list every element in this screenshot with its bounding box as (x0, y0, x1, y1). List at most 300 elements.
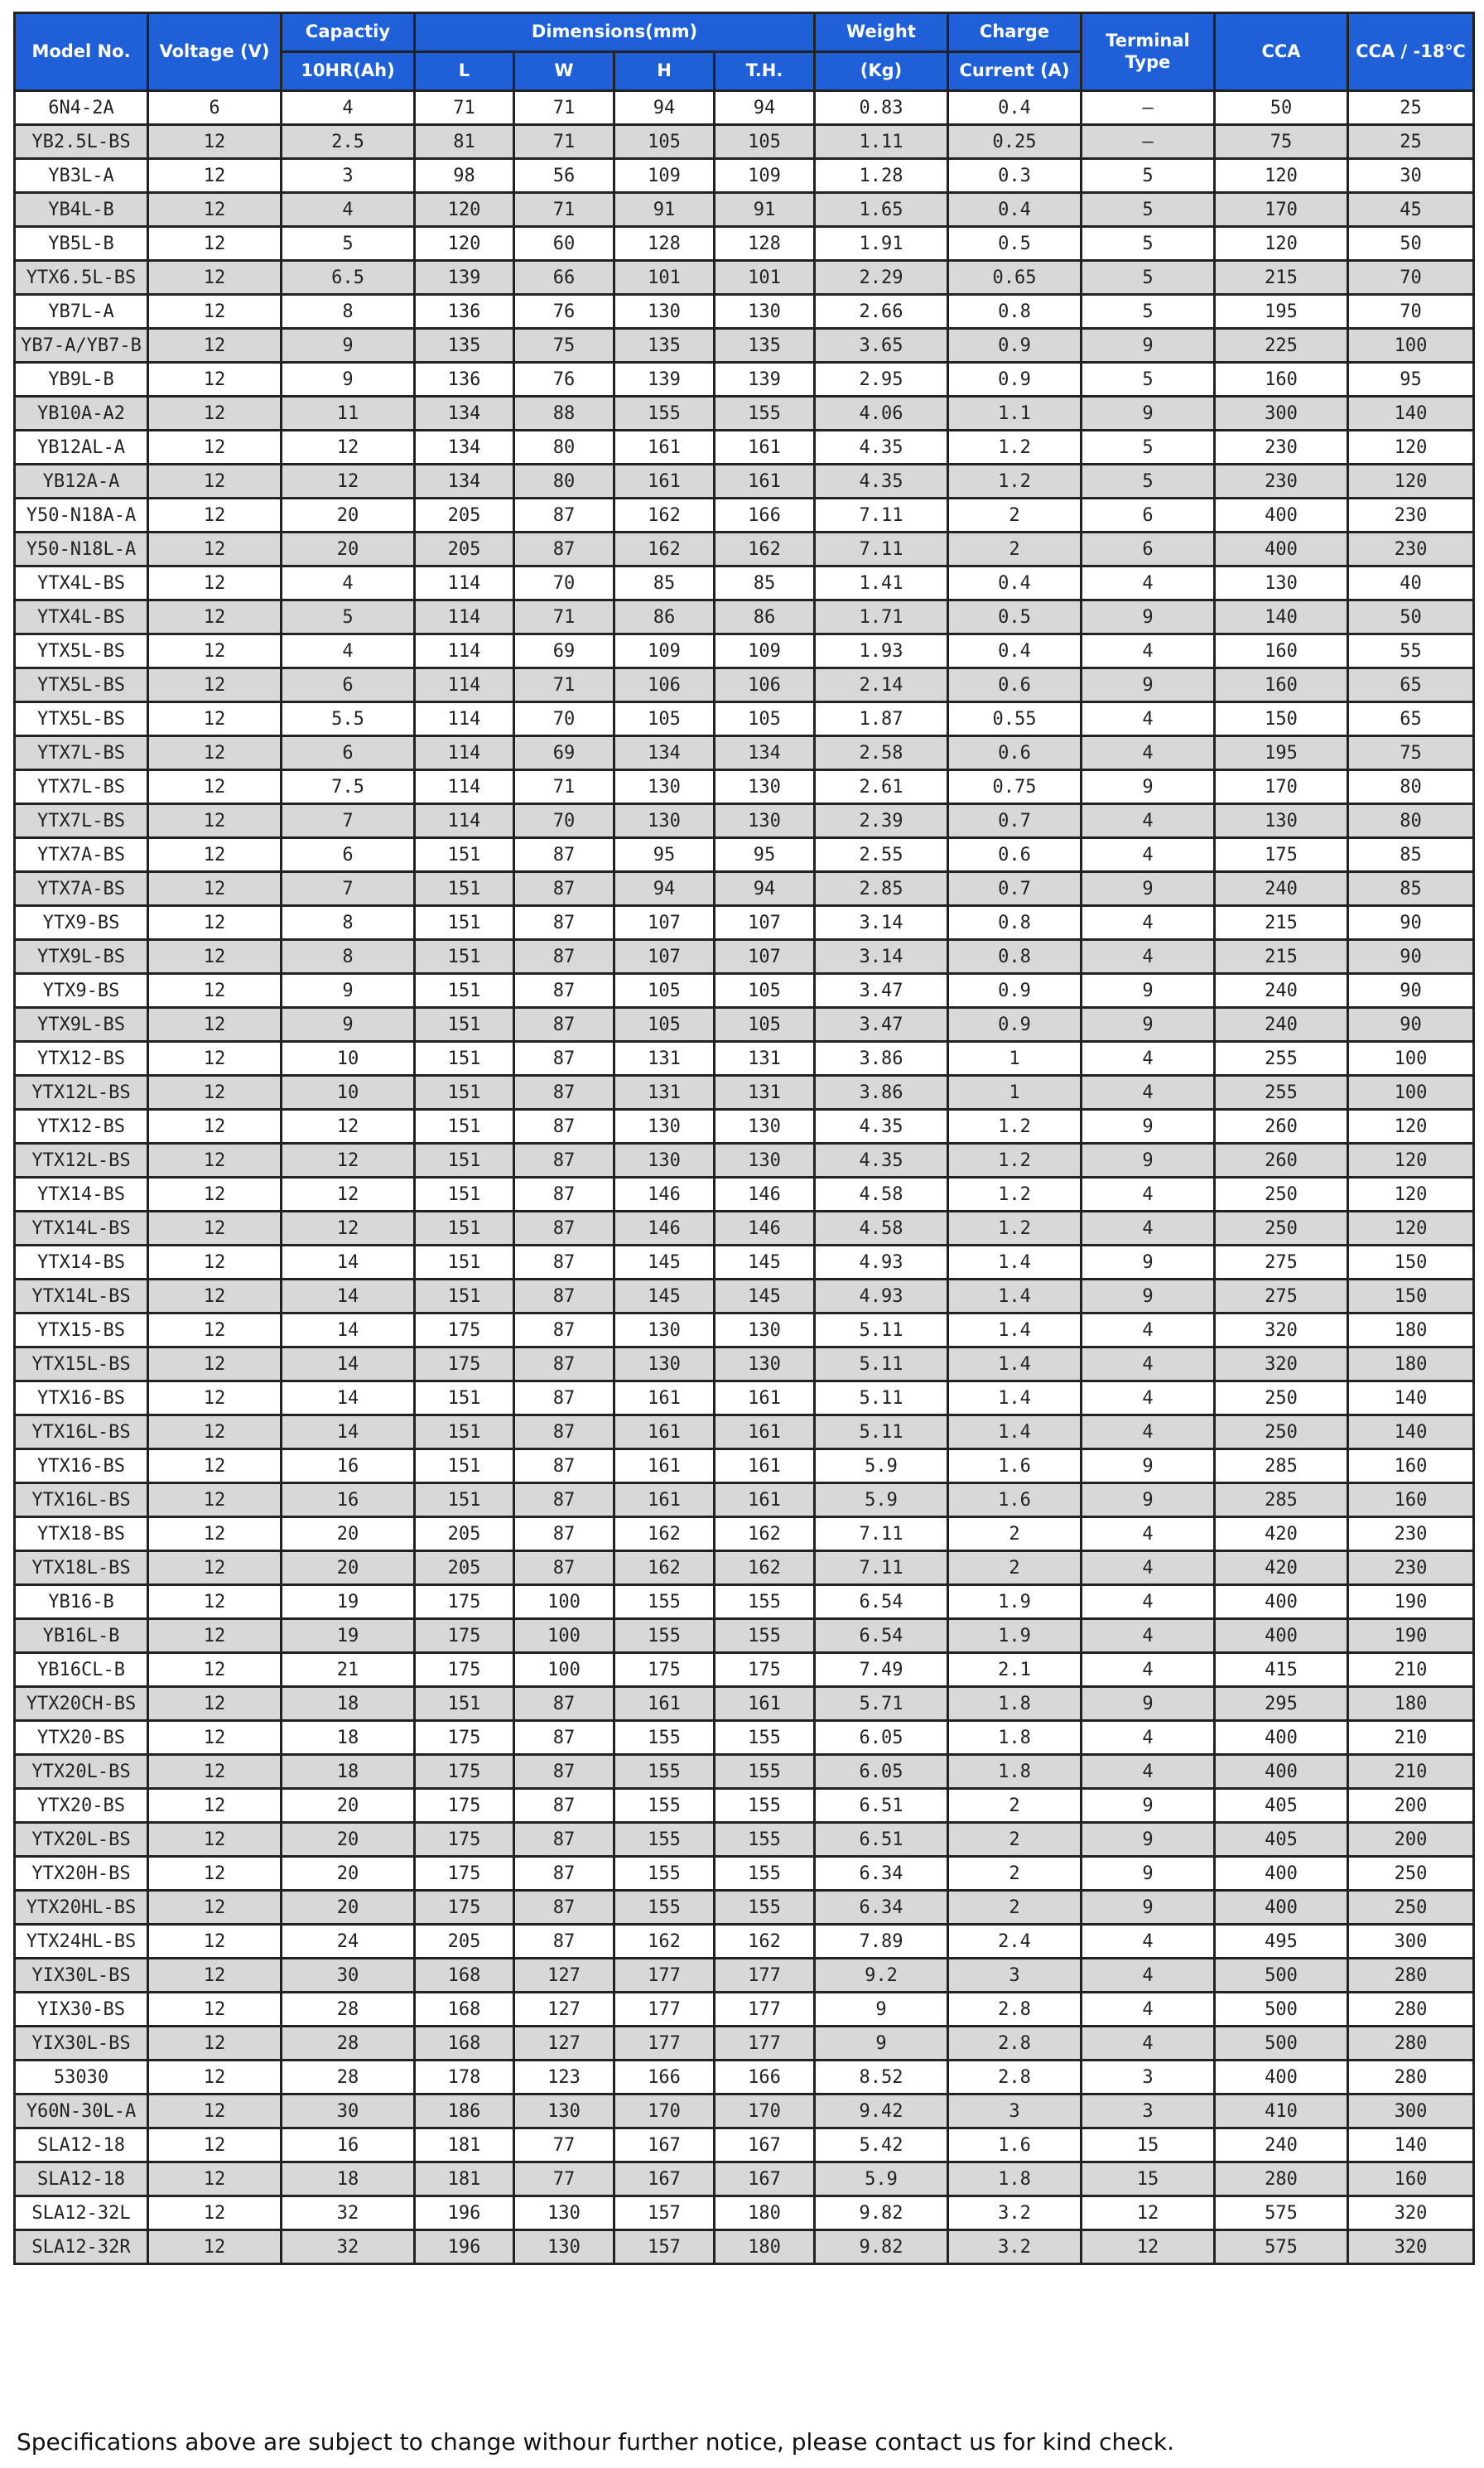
table-cell: 167 (614, 2128, 715, 2162)
table-cell: 250 (1215, 1381, 1348, 1415)
table-cell: 0.9 (948, 1008, 1082, 1042)
table-cell: 136 (415, 363, 514, 397)
table-cell: 151 (415, 1246, 514, 1280)
table-cell: 18 (282, 2162, 415, 2196)
table-cell: 4 (1082, 838, 1215, 872)
table-row (15, 91, 1474, 125)
table-cell: 0.4 (948, 193, 1082, 227)
table-cell: 140 (1348, 1381, 1474, 1415)
table-cell: 87 (514, 1110, 614, 1144)
table-cell: 161 (614, 1415, 715, 1449)
table-cell: 161 (715, 431, 815, 465)
table-cell: 105 (614, 974, 715, 1008)
table-cell: 300 (1348, 1925, 1474, 1959)
table-cell: 6.34 (815, 1857, 948, 1891)
table-cell: 12 (148, 499, 282, 533)
table-cell: 94 (715, 91, 815, 125)
table-cell: 12 (148, 125, 282, 159)
table-cell: 230 (1348, 1517, 1474, 1551)
table-cell: 300 (1348, 2094, 1474, 2128)
table-cell: 65 (1348, 668, 1474, 702)
table-cell: 320 (1215, 1347, 1348, 1381)
table-cell: 175 (415, 1789, 514, 1823)
table-cell: 107 (715, 906, 815, 940)
table-cell: 18 (282, 1755, 415, 1789)
table-cell: 70 (514, 566, 614, 600)
table-cell: 1 (948, 1042, 1082, 1076)
table-row (15, 1178, 1474, 1212)
table-cell: 4 (282, 634, 415, 668)
table-cell: 9.2 (815, 1959, 948, 1993)
table-cell: 88 (514, 397, 614, 431)
table-cell: 70 (1348, 261, 1474, 295)
table-cell: 12 (148, 2196, 282, 2230)
table-cell: 85 (1348, 872, 1474, 906)
table-cell: 161 (614, 1483, 715, 1517)
table-cell: 175 (415, 1891, 514, 1925)
table-row (15, 499, 1474, 533)
table-cell: 166 (715, 499, 815, 533)
table-cell: 0.7 (948, 872, 1082, 906)
table-cell: 5.11 (815, 1415, 948, 1449)
table-cell: 175 (415, 1619, 514, 1653)
table-cell: 100 (514, 1585, 614, 1619)
table-row (15, 1314, 1474, 1347)
table-cell: 2.55 (815, 838, 948, 872)
table-cell: 177 (715, 2027, 815, 2061)
table-cell: 4 (1082, 804, 1215, 838)
table-cell: 7.11 (815, 533, 948, 566)
table-cell: 140 (1215, 600, 1348, 634)
table-cell: YIX30-BS (15, 1993, 148, 2027)
table-cell: 50 (1348, 600, 1474, 634)
table-cell: 87 (514, 1687, 614, 1721)
table-cell: 6 (1082, 499, 1215, 533)
table-cell: 53030 (15, 2061, 148, 2094)
table-cell: 280 (1348, 2027, 1474, 2061)
table-cell: 3 (1082, 2094, 1215, 2128)
table-cell: 155 (715, 1721, 815, 1755)
table-cell: 1.4 (948, 1314, 1082, 1347)
table-cell: 87 (514, 1212, 614, 1246)
table-cell: 3 (948, 1959, 1082, 1993)
table-cell: 18 (282, 1687, 415, 1721)
table-cell: YTX16L-BS (15, 1483, 148, 1517)
table-cell: 181 (415, 2162, 514, 2196)
table-cell: 100 (1348, 1042, 1474, 1076)
table-row (15, 702, 1474, 736)
table-cell: 160 (1215, 634, 1348, 668)
table-cell: 2.5 (282, 125, 415, 159)
table-cell: 70 (1348, 295, 1474, 329)
table-cell: 105 (715, 1008, 815, 1042)
table-cell: 134 (415, 465, 514, 499)
table-row (15, 1721, 1474, 1755)
table-cell: Y50-N18L-A (15, 533, 148, 566)
table-cell: — (1082, 125, 1215, 159)
table-cell: YTX16-BS (15, 1449, 148, 1483)
table-cell: YTX14L-BS (15, 1280, 148, 1314)
table-cell: 114 (415, 634, 514, 668)
table-cell: YTX9L-BS (15, 1008, 148, 1042)
table-cell: 4.06 (815, 397, 948, 431)
table-cell: 0.83 (815, 91, 948, 125)
table-cell: 285 (1215, 1483, 1348, 1517)
table-cell: 1.91 (815, 227, 948, 261)
table-cell: 400 (1215, 1585, 1348, 1619)
table-cell: 76 (514, 363, 614, 397)
table-row (15, 2230, 1474, 2264)
table-cell: 5.11 (815, 1347, 948, 1381)
table-cell: 15 (1082, 2162, 1215, 2196)
table-cell: 1.11 (815, 125, 948, 159)
table-cell: 155 (715, 1755, 815, 1789)
table-cell: 12 (148, 1347, 282, 1381)
table-cell: 240 (1215, 2128, 1348, 2162)
table-cell: 9 (1082, 1789, 1215, 1823)
table-cell: 12 (148, 1721, 282, 1755)
table-cell: 151 (415, 940, 514, 974)
table-cell: YB5L-B (15, 227, 148, 261)
table-cell: 114 (415, 804, 514, 838)
table-cell: 55 (1348, 634, 1474, 668)
table-cell: 190 (1348, 1619, 1474, 1653)
table-cell: 155 (715, 1619, 815, 1653)
table-cell: 205 (415, 533, 514, 566)
table-cell: 7 (282, 872, 415, 906)
table-cell: 91 (715, 193, 815, 227)
table-cell: 12 (148, 1178, 282, 1212)
table-cell: 162 (715, 533, 815, 566)
table-cell: 161 (715, 1687, 815, 1721)
table-cell: 151 (415, 1381, 514, 1415)
table-cell: 120 (415, 227, 514, 261)
table-cell: YB7-A/YB7-B (15, 329, 148, 363)
table-cell: 12 (282, 431, 415, 465)
table-cell: 5 (1082, 465, 1215, 499)
table-cell: 1.41 (815, 566, 948, 600)
table-cell: 215 (1215, 261, 1348, 295)
table-cell: 230 (1348, 533, 1474, 566)
table-cell: 90 (1348, 974, 1474, 1008)
table-cell: 6.51 (815, 1789, 948, 1823)
table-cell: 4.35 (815, 431, 948, 465)
table-cell: 87 (514, 1721, 614, 1755)
table-cell: 8.52 (815, 2061, 948, 2094)
table-cell: 134 (614, 736, 715, 770)
table-cell: 94 (614, 91, 715, 125)
table-cell: 12 (282, 1178, 415, 1212)
table-cell: 12 (148, 1517, 282, 1551)
header-weight-sub: (Kg) (815, 52, 948, 91)
table-cell: 70 (514, 702, 614, 736)
table-cell: 9 (1082, 668, 1215, 702)
table-row (15, 193, 1474, 227)
table-cell: 260 (1215, 1110, 1348, 1144)
table-cell: 175 (415, 1721, 514, 1755)
table-cell: 250 (1215, 1415, 1348, 1449)
header-weight: Weight (815, 13, 948, 52)
table-cell: 196 (415, 2230, 514, 2264)
table-row (15, 1925, 1474, 1959)
table-cell: 6 (148, 91, 282, 125)
table-cell: 9 (1082, 1144, 1215, 1178)
table-cell: 130 (715, 1347, 815, 1381)
table-cell: 5 (1082, 159, 1215, 193)
table-header (15, 13, 1474, 91)
table-cell: 24 (282, 1925, 415, 1959)
table-cell: 1.4 (948, 1347, 1082, 1381)
table-cell: YB12AL-A (15, 431, 148, 465)
table-cell: 175 (415, 1314, 514, 1347)
table-cell: 135 (415, 329, 514, 363)
table-cell: 275 (1215, 1280, 1348, 1314)
table-cell: 4 (1082, 2027, 1215, 2061)
table-cell: 3.2 (948, 2196, 1082, 2230)
table-cell: 6 (282, 668, 415, 702)
table-row (15, 1517, 1474, 1551)
table-cell: 105 (614, 125, 715, 159)
table-cell: 9 (1082, 397, 1215, 431)
table-cell: 5 (1082, 193, 1215, 227)
table-cell: 87 (514, 1755, 614, 1789)
table-cell: 12 (148, 974, 282, 1008)
table-cell: 2.85 (815, 872, 948, 906)
table-cell: YTX4L-BS (15, 600, 148, 634)
table-cell: 168 (415, 1993, 514, 2027)
table-cell: YB16L-B (15, 1619, 148, 1653)
table-cell: 85 (1348, 838, 1474, 872)
table-cell: 130 (614, 770, 715, 804)
table-cell: 6 (282, 838, 415, 872)
table-cell: 130 (514, 2230, 614, 2264)
table-cell: 0.55 (948, 702, 1082, 736)
table-cell: 155 (614, 1755, 715, 1789)
table-cell: 4 (1082, 1993, 1215, 2027)
table-cell: YTX18-BS (15, 1517, 148, 1551)
table-cell: YTX9-BS (15, 974, 148, 1008)
table-cell: 175 (415, 1585, 514, 1619)
table-cell: 12 (1082, 2230, 1215, 2264)
table-cell: 155 (715, 397, 815, 431)
table-cell: 9.42 (815, 2094, 948, 2128)
table-cell: 87 (514, 1076, 614, 1110)
table-cell: 1.93 (815, 634, 948, 668)
table-cell: 75 (1348, 736, 1474, 770)
table-cell: 400 (1215, 1619, 1348, 1653)
table-cell: SLA12-32R (15, 2230, 148, 2264)
table-cell: 12 (148, 1280, 282, 1314)
table-cell: 130 (614, 295, 715, 329)
table-cell: 7.89 (815, 1925, 948, 1959)
table-cell: 12 (282, 1212, 415, 1246)
table-cell: 87 (514, 1008, 614, 1042)
table-cell: 161 (614, 1687, 715, 1721)
table-cell: 151 (415, 1449, 514, 1483)
table-cell: 90 (1348, 1008, 1474, 1042)
table-cell: 146 (614, 1178, 715, 1212)
table-cell: 280 (1348, 1959, 1474, 1993)
table-cell: 120 (1348, 1110, 1474, 1144)
table-cell: 161 (715, 1381, 815, 1415)
table-cell: YTX16-BS (15, 1381, 148, 1415)
table-cell: 177 (614, 2027, 715, 2061)
table-cell: 161 (715, 1449, 815, 1483)
table-cell: 71 (514, 600, 614, 634)
table-cell: YIX30L-BS (15, 2027, 148, 2061)
table-cell: YB16-B (15, 1585, 148, 1619)
table-cell: 85 (614, 566, 715, 600)
table-cell: 1.6 (948, 1449, 1082, 1483)
table-cell: 1 (948, 1076, 1082, 1110)
table-cell: 14 (282, 1347, 415, 1381)
table-cell: 162 (614, 1925, 715, 1959)
table-cell: 9 (1082, 329, 1215, 363)
table-cell: 12 (148, 193, 282, 227)
table-cell: 420 (1215, 1551, 1348, 1585)
table-cell: 151 (415, 1178, 514, 1212)
table-cell: 12 (148, 566, 282, 600)
header-charge: Charge (948, 13, 1082, 52)
table-cell: 14 (282, 1246, 415, 1280)
table-cell: 4 (282, 193, 415, 227)
table-row (15, 1993, 1474, 2027)
table-cell: 30 (1348, 159, 1474, 193)
table-cell: 1.2 (948, 465, 1082, 499)
table-cell: 101 (614, 261, 715, 295)
table-cell: 130 (715, 1314, 815, 1347)
table-cell: 1.2 (948, 1178, 1082, 1212)
header-dim-l: L (415, 52, 514, 91)
table-cell: 177 (715, 1959, 815, 1993)
table-cell: 168 (415, 1959, 514, 1993)
table-cell: YTX7A-BS (15, 838, 148, 872)
table-cell: 109 (715, 159, 815, 193)
table-cell: 151 (415, 1280, 514, 1314)
table-cell: 80 (514, 431, 614, 465)
table-cell: — (1082, 91, 1215, 125)
table-cell: 1.2 (948, 431, 1082, 465)
table-cell: 5.9 (815, 2162, 948, 2196)
table-cell: YTX20H-BS (15, 1857, 148, 1891)
table-cell: 71 (514, 91, 614, 125)
table-cell: 151 (415, 1110, 514, 1144)
table-cell: 25 (1348, 91, 1474, 125)
table-cell: 146 (614, 1212, 715, 1246)
table-cell: 21 (282, 1653, 415, 1687)
table-cell: 100 (1348, 1076, 1474, 1110)
table-cell: 2 (948, 499, 1082, 533)
table-cell: 139 (614, 363, 715, 397)
table-cell: 155 (715, 1585, 815, 1619)
table-cell: 167 (715, 2128, 815, 2162)
table-cell: 9 (1082, 600, 1215, 634)
table-cell: 250 (1348, 1891, 1474, 1925)
table-cell: YTX7L-BS (15, 736, 148, 770)
table-cell: 4 (1082, 906, 1215, 940)
table-cell: 3.47 (815, 974, 948, 1008)
table-cell: 16 (282, 2128, 415, 2162)
table-cell: 4 (1082, 1076, 1215, 1110)
table-cell: YB9L-B (15, 363, 148, 397)
table-row (15, 736, 1474, 770)
table-cell: 4.58 (815, 1178, 948, 1212)
table-cell: 2.29 (815, 261, 948, 295)
table-cell: 12 (148, 1789, 282, 1823)
table-row (15, 1585, 1474, 1619)
table-cell: 87 (514, 499, 614, 533)
table-cell: 12 (148, 1449, 282, 1483)
table-cell: 160 (1348, 2162, 1474, 2196)
table-cell: 5.42 (815, 2128, 948, 2162)
table-cell: 168 (415, 2027, 514, 2061)
table-cell: 12 (148, 2027, 282, 2061)
table-cell: 56 (514, 159, 614, 193)
table-row (15, 227, 1474, 261)
table-cell: 146 (715, 1212, 815, 1246)
table-cell: 5.9 (815, 1483, 948, 1517)
table-cell: 1.71 (815, 600, 948, 634)
table-cell: 12 (1082, 2196, 1215, 2230)
table-cell: 150 (1215, 702, 1348, 736)
table-cell: 87 (514, 974, 614, 1008)
table-cell: 95 (614, 838, 715, 872)
table-cell: 0.6 (948, 668, 1082, 702)
table-cell: 9 (1082, 1246, 1215, 1280)
table-row (15, 770, 1474, 804)
table-cell: 87 (514, 872, 614, 906)
table-cell: 160 (1348, 1449, 1474, 1483)
table-cell: 4 (1082, 702, 1215, 736)
table-cell: 145 (614, 1280, 715, 1314)
table-cell: 120 (1348, 1144, 1474, 1178)
table-cell: 101 (715, 261, 815, 295)
table-cell: 1.4 (948, 1381, 1082, 1415)
table-cell: 8 (282, 940, 415, 974)
table-cell: 280 (1348, 2061, 1474, 2094)
table-cell: 275 (1215, 1246, 1348, 1280)
table-cell: 162 (614, 1551, 715, 1585)
table-cell: 166 (614, 2061, 715, 2094)
table-cell: Y50-N18A-A (15, 499, 148, 533)
table-cell: 4 (1082, 940, 1215, 974)
header-dim-th: T.H. (715, 52, 815, 91)
table-cell: 12 (148, 295, 282, 329)
table-row (15, 668, 1474, 702)
table-cell: 170 (1215, 770, 1348, 804)
table-cell: 5 (282, 600, 415, 634)
table-cell: 130 (514, 2196, 614, 2230)
table-cell: 178 (415, 2061, 514, 2094)
table-cell: 157 (614, 2230, 715, 2264)
table-cell: 7.11 (815, 1551, 948, 1585)
table-cell: 0.5 (948, 227, 1082, 261)
table-cell: 20 (282, 533, 415, 566)
table-row (15, 363, 1474, 397)
header-capacity: Capactiy (282, 13, 415, 52)
table-cell: 0.3 (948, 159, 1082, 193)
table-cell: YB16CL-B (15, 1653, 148, 1687)
table-cell: 145 (715, 1280, 815, 1314)
table-cell: 12 (148, 2061, 282, 2094)
table-cell: 12 (148, 329, 282, 363)
table-cell: 5.71 (815, 1687, 948, 1721)
table-cell: 130 (715, 1144, 815, 1178)
table-cell: 161 (614, 1449, 715, 1483)
table-cell: 162 (715, 1517, 815, 1551)
table-cell: 114 (415, 736, 514, 770)
table-cell: 160 (1348, 1483, 1474, 1517)
